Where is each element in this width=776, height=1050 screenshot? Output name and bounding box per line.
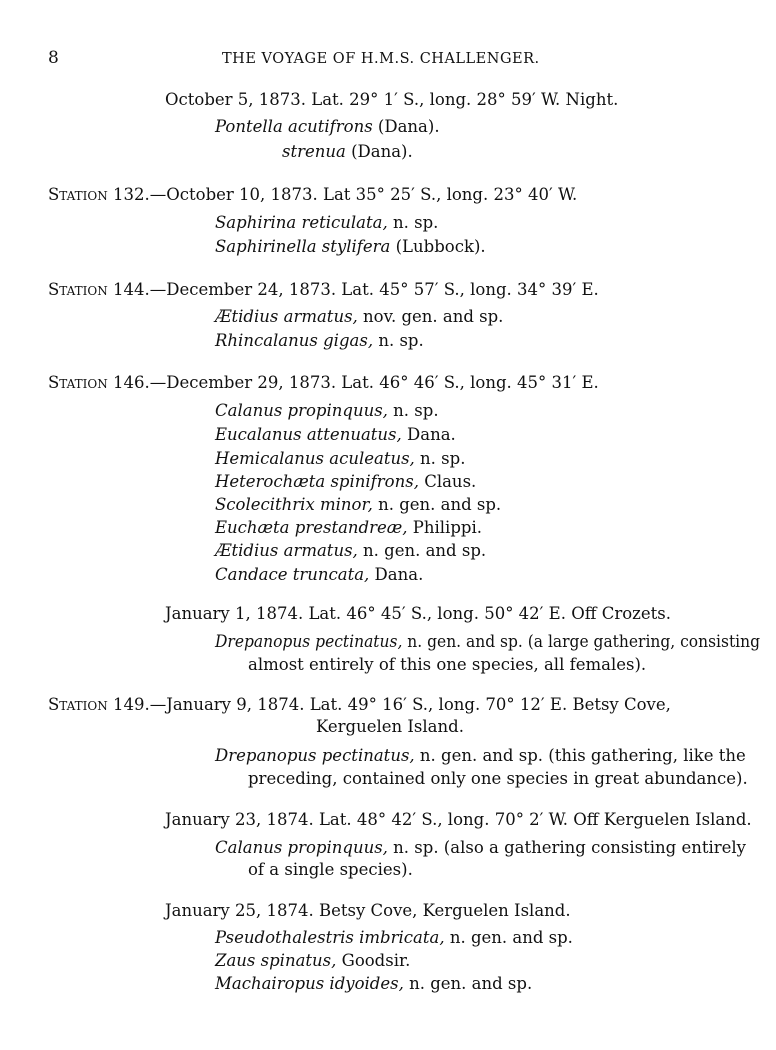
species-note: nov. gen. and sp. xyxy=(357,307,504,326)
species-name: Saphirina reticulata, xyxy=(215,213,388,232)
species-entry xyxy=(215,117,440,137)
species-entry xyxy=(215,565,423,585)
species-entry xyxy=(282,142,413,162)
running-title: THE VOYAGE OF H.M.S. CHALLENGER. xyxy=(222,51,540,67)
species-entry xyxy=(215,307,503,327)
species-note: Claus. xyxy=(418,472,477,491)
species-note: n. sp. xyxy=(414,449,466,468)
species-note: n. gen. and sp. (this gathering, like the xyxy=(414,746,746,765)
station-heading xyxy=(48,280,599,300)
species-name: Drepanopus pectinatus, xyxy=(215,632,403,651)
species-name: Calanus propinquus, xyxy=(215,401,388,420)
species-note: (Dana). xyxy=(345,142,413,161)
species-entry xyxy=(215,838,746,858)
species-entry xyxy=(215,401,439,421)
station-label: Station 144. xyxy=(48,280,150,299)
date-line: January 25, 1874. Betsy Cove, Kerguelen Island. xyxy=(165,901,571,920)
station-label: Station 132. xyxy=(48,185,150,204)
species-note: n. sp. xyxy=(373,331,424,350)
species-name: Pseudothalestris imbricata, xyxy=(215,928,445,947)
station-heading xyxy=(48,695,671,715)
species-note: Philippi. xyxy=(407,518,482,537)
species-name: strenua xyxy=(282,142,346,161)
species-name: Ætidius armatus, xyxy=(215,307,358,326)
species-note: (Dana). xyxy=(372,117,440,136)
species-name: Ætidius armatus, xyxy=(215,541,358,560)
station-heading xyxy=(48,185,577,205)
species-entry xyxy=(215,425,456,445)
species-note-continuation: of a single species). xyxy=(248,860,413,879)
species-entry xyxy=(215,213,438,233)
species-note: (Lubbock). xyxy=(390,237,486,256)
species-note-continuation: preceding, contained only one species in great abundance). xyxy=(248,769,748,788)
species-name: Zaus spinatus, xyxy=(215,951,337,970)
species-name: Candace truncata, xyxy=(215,565,370,584)
species-entry xyxy=(215,237,486,257)
species-name: Rhincalanus gigas, xyxy=(215,331,374,350)
species-note: Dana. xyxy=(401,425,456,444)
species-name: Machairopus idyoides, xyxy=(215,974,404,993)
species-name: Euchæta prestandreæ, xyxy=(215,518,408,537)
species-name: Heterochæta spinifrons, xyxy=(215,472,419,491)
species-note: n. gen. and sp. xyxy=(444,928,573,947)
date-line: —December 29, 1873. Lat. 46° 46′ S., long. 45° 31′ E. xyxy=(149,373,599,392)
species-entry xyxy=(215,331,424,351)
species-note-continuation: almost entirely of this one species, all females). xyxy=(248,655,647,674)
page-number: 8 xyxy=(48,48,59,68)
species-note: n. gen. and sp. xyxy=(403,974,533,993)
date-line: January 1, 1874. Lat. 46° 45′ S., long. 50° 42′ E. Off Crozets. xyxy=(165,604,671,623)
species-note: n. gen. and sp. (a large gathering, consisting xyxy=(402,632,761,651)
date-line-continuation: Kerguelen Island. xyxy=(316,717,464,736)
species-entry xyxy=(215,632,760,652)
species-name: Hemicalanus aculeatus, xyxy=(215,449,415,468)
species-entry xyxy=(215,928,573,948)
species-name: Pontella acutifrons xyxy=(215,117,373,136)
date-line: —January 9, 1874. Lat. 49° 16′ S., long. 70° 12′ E. Betsy Cove, xyxy=(149,695,671,714)
species-note: Dana. xyxy=(369,565,424,584)
species-note: n. sp. xyxy=(387,213,439,232)
station-label: Station 146. xyxy=(48,373,150,392)
date-line: October 5, 1873. Lat. 29° 1′ S., long. 28° 59′ W. Night. xyxy=(165,90,619,109)
species-entry xyxy=(215,746,746,766)
species-name: Calanus propinquus, xyxy=(215,838,388,857)
species-note: n. gen. and sp. xyxy=(357,541,487,560)
date-line: —October 10, 1873. Lat 35° 25′ S., long. 23° 40′ W. xyxy=(149,185,578,204)
species-note: n. sp. xyxy=(387,401,439,420)
species-name: Saphirinella stylifera xyxy=(215,237,391,256)
species-entry xyxy=(215,472,476,492)
date-line: —December 24, 1873. Lat. 45° 57′ S., long. 34° 39′ E. xyxy=(149,280,599,299)
species-note: n. gen. and sp. xyxy=(372,495,502,514)
species-entry xyxy=(215,541,486,561)
species-name: Scolecithrix minor, xyxy=(215,495,373,514)
species-name: Drepanopus pectinatus, xyxy=(215,746,415,765)
species-note: n. sp. (also a gathering consisting entirely xyxy=(387,838,747,857)
species-entry xyxy=(215,518,482,538)
species-entry xyxy=(215,449,465,469)
species-note: Goodsir. xyxy=(336,951,411,970)
species-entry xyxy=(215,495,501,515)
species-entry xyxy=(215,974,532,994)
date-line: January 23, 1874. Lat. 48° 42′ S., long. 70° 2′ W. Off Kerguelen Island. xyxy=(165,810,752,829)
species-entry xyxy=(215,951,410,971)
station-heading xyxy=(48,373,599,393)
species-name: Eucalanus attenuatus, xyxy=(215,425,402,444)
station-label: Station 149. xyxy=(48,695,150,714)
